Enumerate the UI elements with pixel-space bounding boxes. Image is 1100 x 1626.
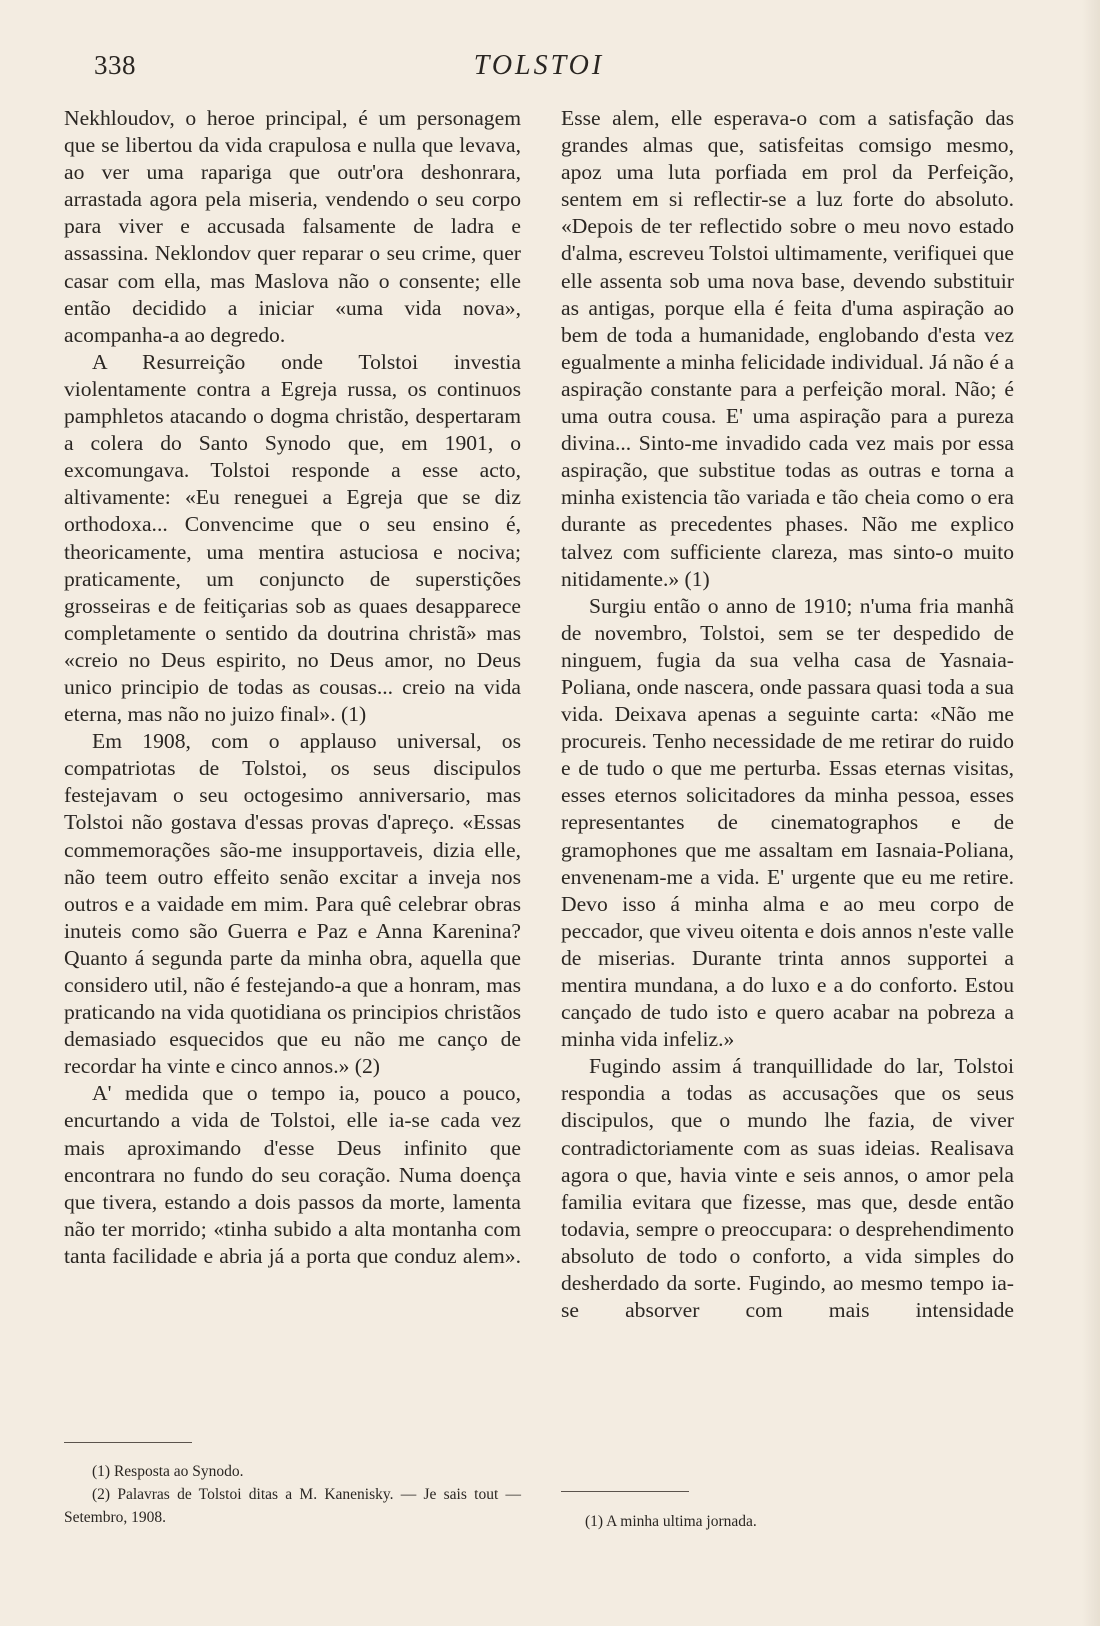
paragraph: Fugindo assim á tranquillidade do lar, Tolstoi respondia a todas as accusações que os seus discipulos, que o mundo lhe fazia, de viver contradictoriamente com as suas ideias. Realisava agora o que, havia vinte e seis annos, o amor pela familia evitara que fizesse, mas que, desde então todavia, sempre o preoccupara: o desprehendimento absoluto de todo o conforto, a vida simples do desherdado da sorte. Fugindo, ao mesmo tempo ia-se absorver com mais intensidade bbox=[561, 1054, 1014, 1323]
footnote-rule-left bbox=[64, 1442, 192, 1443]
footnote: (1) Resposta ao Synodo. bbox=[92, 1463, 244, 1480]
running-title: TOLSTOI bbox=[473, 50, 605, 81]
paragraph: Nekhloudov, o heroe principal, é um personagem que se libertou da vida crapulosa e nulla que levava, ao ver uma rapariga que outr'ora deshonrara, arrastada agora pela miseria, vendendo o seu corpo para viver e accusada falsamente de ladra e assassina. Neklondov quer reparar o seu crime, quer casar com ella, mas Maslova não o consente; elle então decidido a iniciar «uma vida nova», acompanha-a ao degredo. bbox=[64, 106, 521, 347]
page-number: 338 bbox=[94, 50, 136, 80]
paragraph: A Resurreição onde Tolstoi investia violentamente contra a Egreja russa, os continuos pamphletos atacando o dogma christão, despertaram a colera do Santo Synodo que, em 1901, o excomungava. Tolstoi responde a esse acto, altivamente: «Eu reneguei a Egreja que se diz orthodoxa... Convencime que o seu ensino é, theoricamente, uma mentira astuciosa e nociva; praticamente, um conjuncto de superstições grosseiras e de feitiçarias sob as quaes desapparece completamente o sentido da doutrina christã» mas «creio no Deus espirito, no Deus amor, no Deus unico principio de todas as cousas... creio na vida eterna, mas não no juizo final». (1) bbox=[64, 349, 521, 727]
footnote: (2) Palavras de Tolstoi ditas a M. Kanenisky. — Je sais tout — Setembro, 1908. bbox=[64, 1486, 521, 1526]
footnotes-left bbox=[64, 1460, 521, 1529]
page-header bbox=[64, 50, 1014, 90]
paragraph: Esse alem, elle esperava-o com a satisfação das grandes almas que, satisfeitas comsigo mesmo, apoz uma luta porfiada em prol da Perfeição, sentem em si reflectir-se a luz forte do absoluto. «Depois de ter reflectido sobre o meu novo estado d'alma, escreveu Tolstoi ultimamente, verifiquei que elle assenta sob uma nova base, devendo substituir as antigas, porque ella é feita d'uma aspiração ao bem de toda a humanidade, englobando d'esta vez egualmente a minha felicidade individual. Já não é a aspiração constante para a perfeição moral. Não; é uma outra cousa. E' uma aspiração para a pureza divina... Sinto-me invadido cada vez mais por essa aspiração, que substitue todas as outras e torna a minha existencia tão variada e tão cheia como o era durante as precedentes phases. Não me explico talvez com sufficiente clareza, mas sinto-o muito nitidamente.» (1) bbox=[561, 106, 1014, 591]
footnote-rule-right bbox=[561, 1491, 689, 1492]
footnote: (1) A minha ultima jornada. bbox=[585, 1513, 757, 1530]
footnotes-right bbox=[585, 1510, 1014, 1533]
right-column bbox=[561, 105, 1014, 1324]
page-edge-shadow bbox=[1082, 0, 1100, 1626]
paragraph: Em 1908, com o applauso universal, os compatriotas de Tolstoi, os seus discipulos festejavam o seu octogesimo anniversario, mas Tolstoi não gostava d'essas provas d'apreço. «Essas commemorações são-me insupportaveis, dizia elle, não teem outro effeito senão excitar a inveja nos outros e a vaidade em mim. Para quê celebrar obras inuteis como são Guerra e Paz e Anna Karenina? Quanto á segunda parte da minha obra, aquella que considero util, não é festejando-a que a honram, mas praticando na vida quotidiana os principios christãos demasiado esquecidos que eu não me canço de recordar ha vinte e cinco annos.» (2) bbox=[64, 729, 521, 1079]
paragraph: A' medida que o tempo ia, pouco a pouco, encurtando a vida de Tolstoi, elle ia-se cada vez mais aproximando d'esse Deus infinito que encontrara no fundo do seu coração. Numa doença que tivera, estando a dois passos da morte, lamenta não ter morrido; «tinha subido a alta montanha com tanta facilidade e abria já a porta que conduz alem». bbox=[64, 1081, 521, 1268]
paragraph: Surgiu então o anno de 1910; n'uma fria manhã de novembro, Tolstoi, sem se ter despedido de ninguem, fugia da sua velha casa de Yasnaia-Poliana, onde nascera, onde passara quasi toda a sua vida. Deixava apenas a seguinte carta: «Não me procureis. Tenho necessidade de me retirar do ruido e de tudo o que me perturba. Essas eternas visitas, esses eternos solicitadores da minha pessoa, esses representantes de cinematographos e de gramophones que me assaltam em Iasnaia-Poliana, envenenam-me a vida. E' urgente que eu me retire. Devo isso á minha alma e ao meu corpo de peccador, que viveu oitenta e dois annos n'este valle de miserias. Durante trinta annos supportei a mentira mundana, a do luxo e a do conforto. Estou cançado de tudo isto e quero acabar na pobreza a minha vida infeliz.» bbox=[561, 593, 1014, 1052]
left-column bbox=[64, 105, 521, 1270]
